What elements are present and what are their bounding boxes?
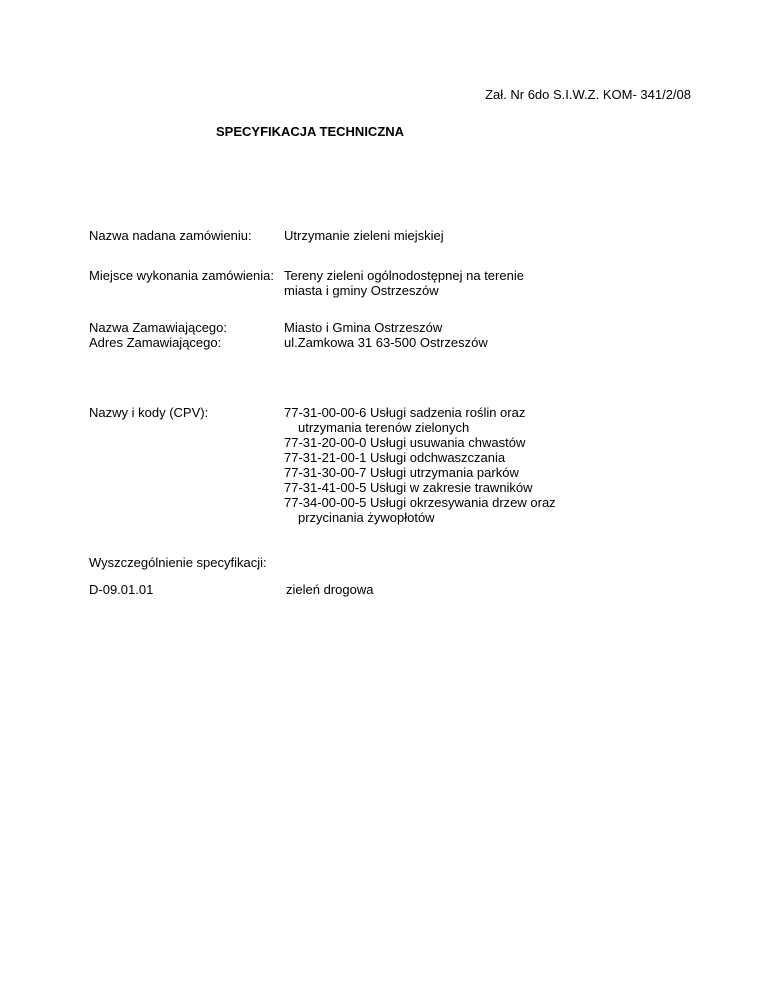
- specification-name: zieleń drogowa: [286, 582, 374, 597]
- document-reference: Zał. Nr 6do S.I.W.Z. KOM- 341/2/08: [485, 87, 691, 102]
- order-name-label: Nazwa nadana zamówieniu:: [89, 228, 252, 243]
- location-value-line: Tereny zieleni ogólnodostępnej na terenie: [284, 268, 524, 283]
- client-name-label: Nazwa Zamawiającego:: [89, 320, 228, 335]
- cpv-list: [284, 405, 556, 525]
- cpv-item: 77-31-41-00-5 Usługi w zakresie trawników: [284, 480, 533, 495]
- location-label: Miejsce wykonania zamówienia:: [89, 268, 274, 283]
- location-value-cont: [284, 283, 439, 298]
- cpv-label: Nazwy i kody (CPV):: [89, 405, 209, 420]
- cpv-item: 77-34-00-00-5 Usługi okrzesywania drzew oraz: [284, 495, 556, 510]
- cpv-item: 77-31-00-00-6 Usługi sadzenia roślin oraz: [284, 405, 526, 420]
- specification-code: D-09.01.01: [89, 582, 154, 597]
- specification-heading: Wyszczególnienie specyfikacji:: [89, 555, 267, 570]
- cpv-item-continuation: przycinania żywopłotów: [298, 510, 435, 525]
- cpv-item: 77-31-20-00-0 Usługi usuwania chwastów: [284, 435, 526, 450]
- cpv-item-continuation: utrzymania terenów zielonych: [298, 420, 470, 435]
- cpv-item: 77-31-30-00-7 Usługi utrzymania parków: [284, 465, 519, 480]
- cpv-item: 77-31-21-00-1 Usługi odchwaszczania: [284, 450, 506, 465]
- client-address-value: ul.Zamkowa 31 63-500 Ostrzeszów: [284, 335, 488, 350]
- location-value-line: miasta i gminy Ostrzeszów: [284, 283, 439, 298]
- location-value: [284, 268, 524, 283]
- page-title: SPECYFIKACJA TECHNICZNA: [216, 124, 405, 139]
- client-name-value: Miasto i Gmina Ostrzeszów: [284, 320, 443, 335]
- order-name-value: Utrzymanie zieleni miejskiej: [284, 228, 444, 243]
- client-address-label: Adres Zamawiającego:: [89, 335, 222, 350]
